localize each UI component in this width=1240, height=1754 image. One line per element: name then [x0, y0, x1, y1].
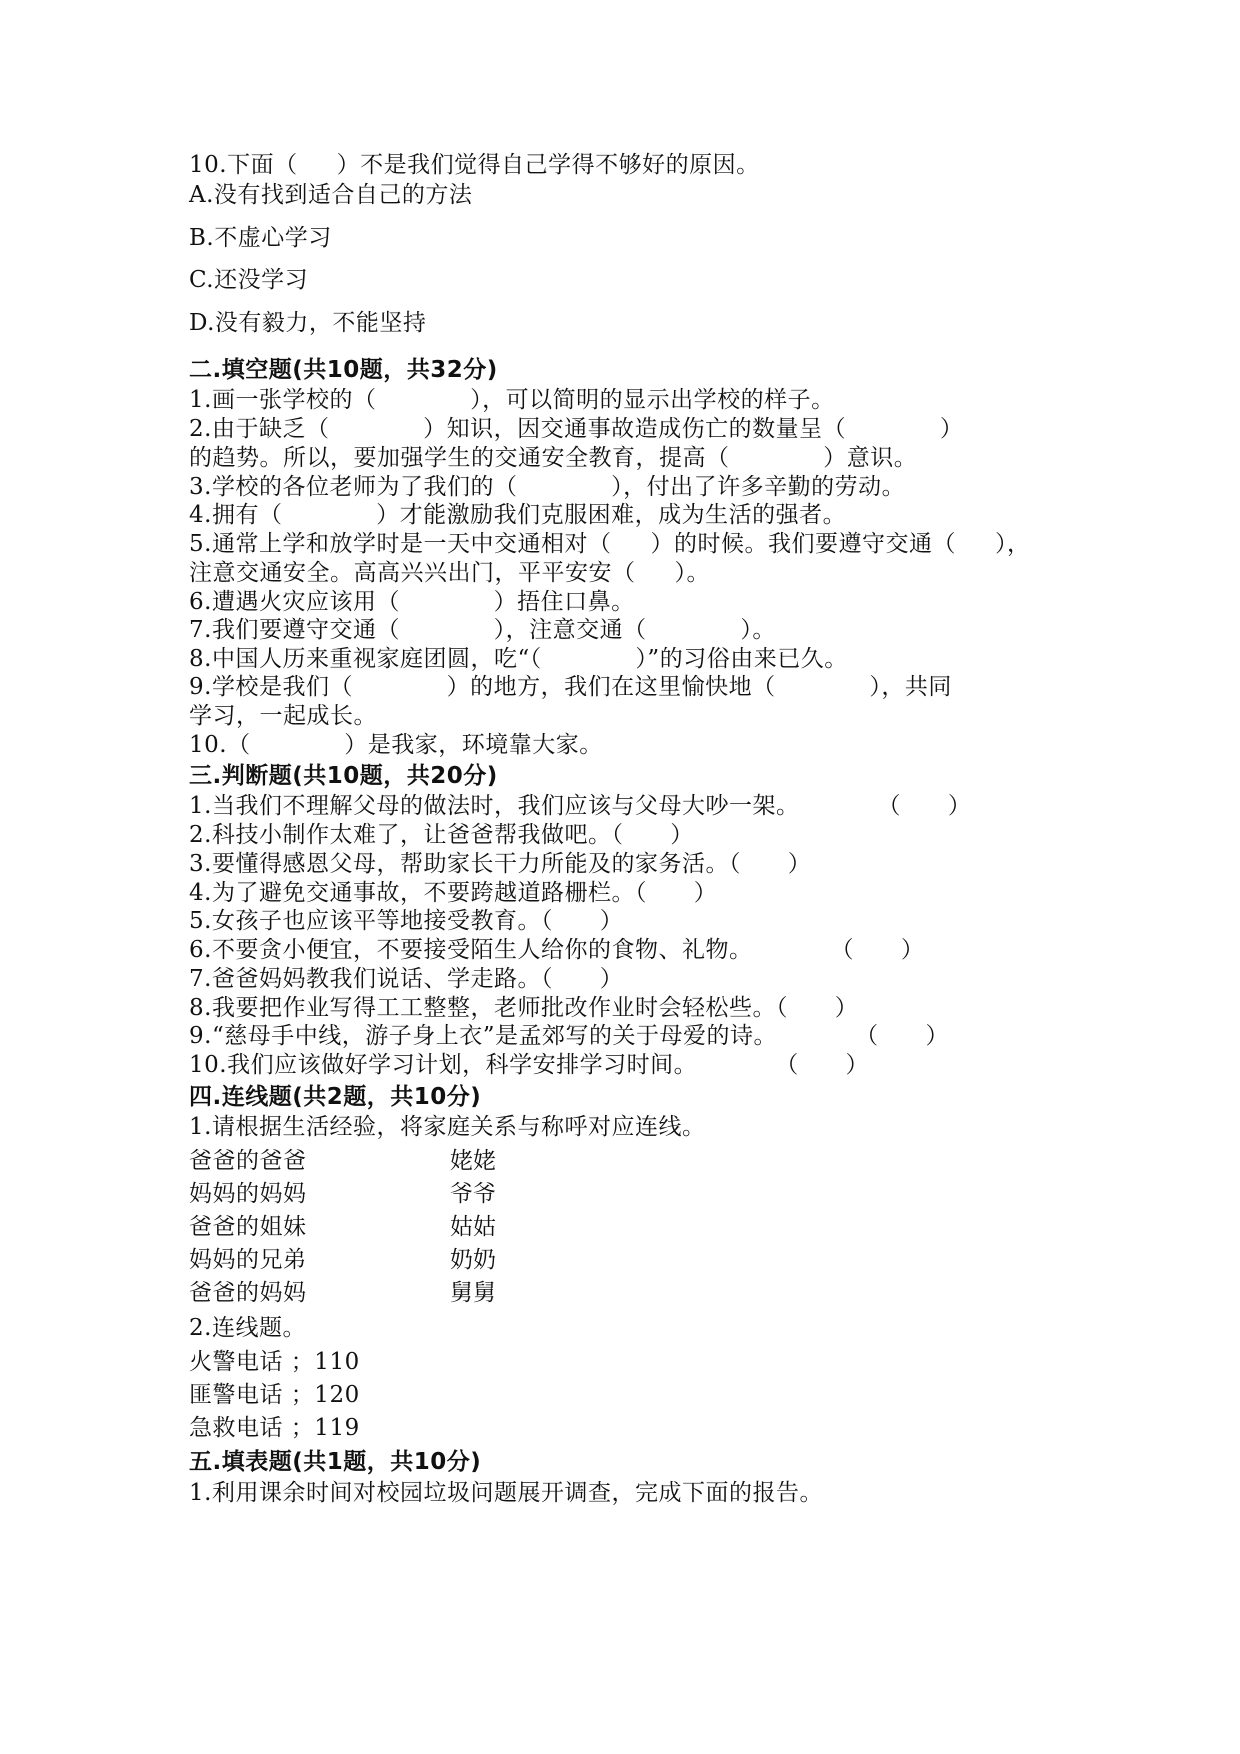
fill-item: 4.拥有（ ）才能激励我们克服困难，成为生活的强者。	[189, 502, 847, 528]
judge-item: 2.科技小制作太难了，让爸爸帮我做吧。（ ）	[189, 822, 694, 848]
judge-item: 1.当我们不理解父母的做法时，我们应该与父母大吵一架。 （ ）	[189, 793, 972, 819]
section-title-judge: 三.判断题(共10题，共20分)	[189, 763, 498, 789]
fill-item: 2.由于缺乏（ ）知识，因交通事故造成伤亡的数量呈（ ）	[189, 416, 964, 442]
relation-right: 奶奶	[450, 1247, 496, 1273]
relation-right: 爷爷	[450, 1181, 496, 1207]
fill-item: 7.我们要遵守交通（ ），注意交通（ ）。	[189, 617, 776, 643]
relation-left: 爸爸的姐妹	[189, 1214, 307, 1240]
judge-item: 4.为了避免交通事故，不要跨越道路栅栏。（ ）	[189, 880, 718, 906]
question-stem: 10.下面（ ）不是我们觉得自己学得不够好的原因。	[189, 152, 760, 178]
option-d: D.没有毅力，不能坚持	[189, 310, 427, 336]
judge-item: 3.要懂得感恩父母，帮助家长干力所能及的家务活。（ ）	[189, 851, 812, 877]
relation-left: 妈妈的兄弟	[189, 1247, 307, 1273]
section-title-matching: 四.连线题(共2题，共10分)	[189, 1084, 482, 1110]
fill-item: 6.遭遇火灾应该用（ ）捂住口鼻。	[189, 589, 635, 615]
matching-question-2: 2.连线题。	[189, 1315, 306, 1341]
phone-item: 火警电话 ；110	[189, 1349, 360, 1375]
section-title-table: 五.填表题(共1题，共10分)	[189, 1449, 482, 1475]
relation-left: 爸爸的爸爸	[189, 1148, 307, 1174]
option-b: B.不虚心学习	[189, 225, 332, 251]
judge-item: 8.我要把作业写得工工整整，老师批改作业时会轻松些。（ ）	[189, 995, 859, 1021]
fill-item: 10.（ ）是我家，环境靠大家。	[189, 732, 603, 758]
relation-right: 舅舅	[450, 1280, 496, 1306]
fill-item: 9.学校是我们（ ）的地方，我们在这里愉快地（ ），共同	[189, 674, 952, 700]
judge-item: 10.我们应该做好学习计划，科学安排学习时间。 （ ）	[189, 1052, 870, 1078]
relation-right: 姑姑	[450, 1214, 496, 1240]
option-c: C.还没学习	[189, 267, 309, 293]
phone-item: 急救电话 ；119	[189, 1415, 360, 1441]
table-question-1: 1.利用课余时间对校园垃圾问题展开调查，完成下面的报告。	[189, 1480, 823, 1506]
relation-left: 妈妈的妈妈	[189, 1181, 307, 1207]
judge-item: 9.“慈母手中线，游子身上衣”是孟郊写的关于母爱的诗。 （ ）	[189, 1023, 949, 1049]
judge-item: 7.爸爸妈妈教我们说话、学走路。（ ）	[189, 966, 624, 992]
judge-item: 5.女孩子也应该平等地接受教育。（ ）	[189, 908, 624, 934]
option-a: A.没有找到适合自己的方法	[189, 182, 473, 208]
relation-right: 姥姥	[450, 1148, 496, 1174]
judge-item: 6.不要贪小便宜，不要接受陌生人给你的食物、礼物。 （ ）	[189, 937, 925, 963]
relation-left: 爸爸的妈妈	[189, 1280, 307, 1306]
fill-item: 的趋势。所以，要加强学生的交通安全教育，提高（ ）意识。	[189, 445, 918, 471]
fill-item: 3.学校的各位老师为了我们的（ ），付出了许多辛勤的劳动。	[189, 474, 906, 500]
fill-item: 5.通常上学和放学时是一天中交通相对（ ）的时候。我们要遵守交通（ ），	[189, 531, 1031, 557]
matching-question-1: 1.请根据生活经验，将家庭关系与称呼对应连线。	[189, 1114, 706, 1140]
fill-item: 1.画一张学校的（ ），可以简明的显示出学校的样子。	[189, 387, 835, 413]
fill-item: 注意交通安全。高高兴兴出门，平平安安（ ）。	[189, 560, 711, 586]
section-title-fill-blank: 二.填空题(共10题，共32分)	[189, 357, 498, 383]
phone-item: 匪警电话 ；120	[189, 1382, 360, 1408]
fill-item: 8.中国人历来重视家庭团圆，吃“（ ）”的习俗由来已久。	[189, 646, 848, 672]
fill-item: 学习，一起成长。	[189, 703, 377, 729]
